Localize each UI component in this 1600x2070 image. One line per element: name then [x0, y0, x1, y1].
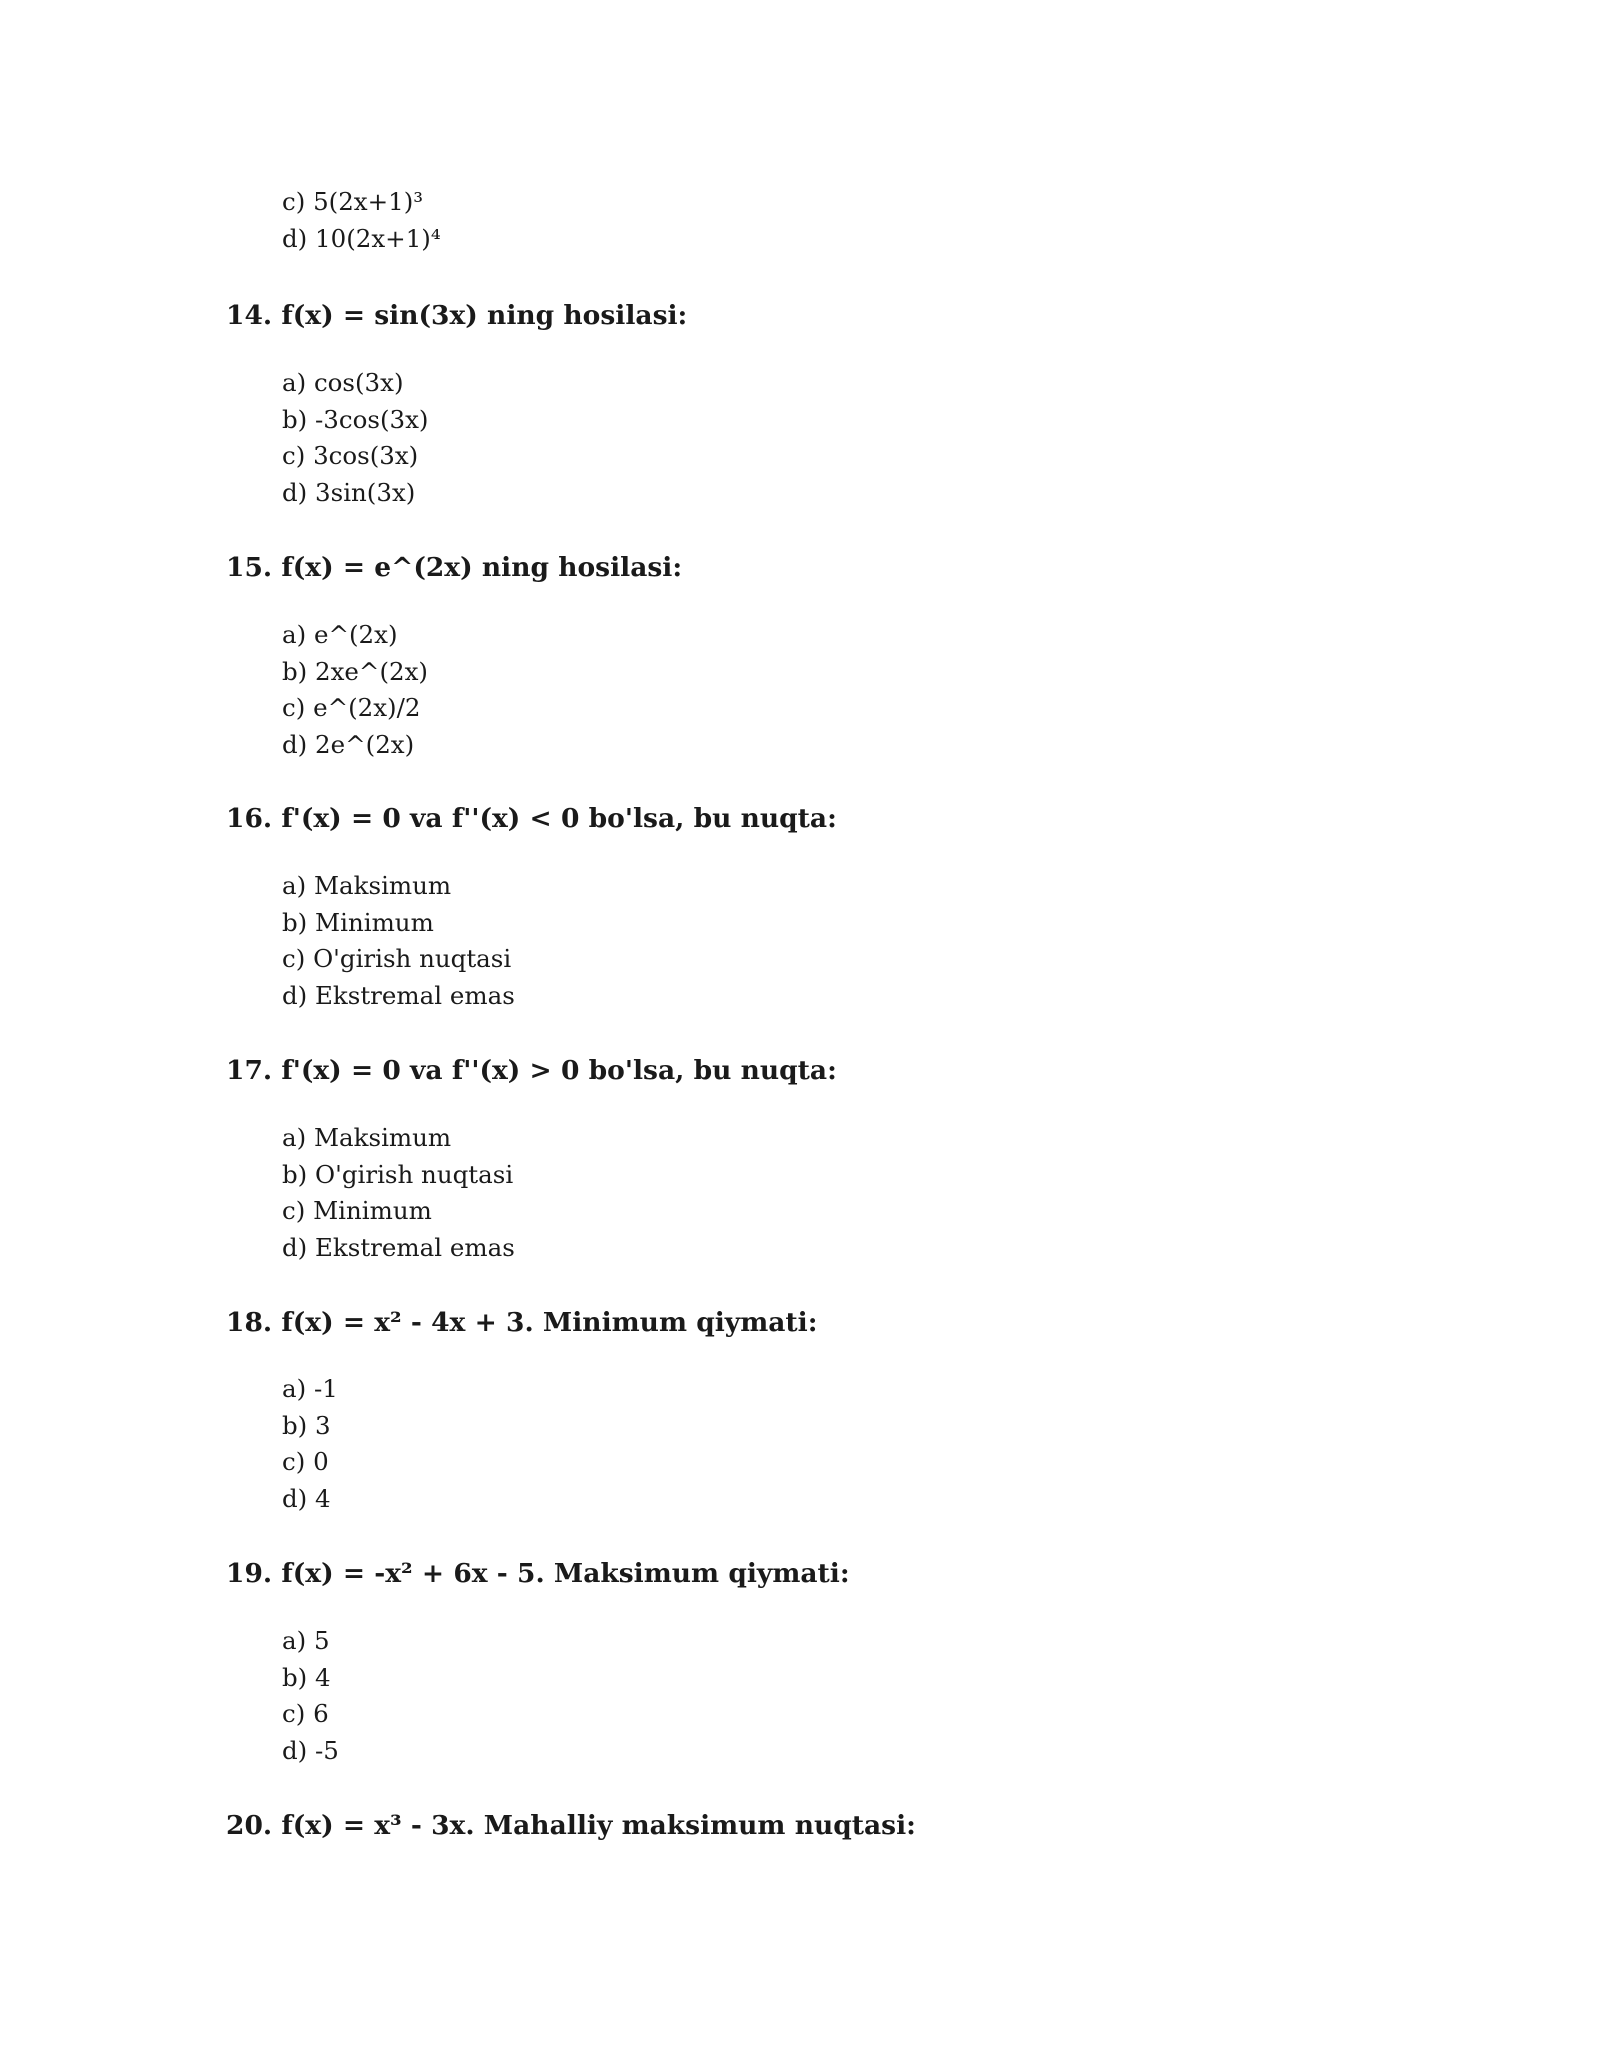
option-b: b) 4: [282, 1662, 331, 1692]
option-d: d) 4: [282, 1483, 331, 1513]
option-a: a) Maksimum: [282, 1123, 452, 1152]
option-c: c) 5(2x+1)³: [282, 187, 424, 216]
option-c: c) 0: [282, 1447, 329, 1476]
option-c: c) O'girish nuqtasi: [282, 944, 512, 973]
option-a: a) -1: [282, 1374, 338, 1403]
question-17: 17. f'(x) = 0 va f''(x) > 0 bo'lsa, bu nuqta:: [226, 1055, 837, 1086]
options-list: [282, 184, 441, 257]
option-b: b) Minimum: [282, 907, 434, 937]
options-list: [282, 617, 428, 763]
options-list: [282, 868, 515, 1014]
option-c: c) 6: [282, 1699, 329, 1728]
question-15: 15. f(x) = e^(2x) ning hosilasi:: [226, 552, 683, 583]
option-d: d) 10(2x+1)⁴: [282, 223, 441, 253]
option-d: d) 2e^(2x): [282, 729, 415, 759]
question-20: 20. f(x) = x³ - 3x. Mahalliy maksimum nuqtasi:: [226, 1810, 916, 1841]
option-d: d) Ekstremal emas: [282, 980, 515, 1010]
options-list: [282, 1371, 338, 1517]
options-list: [282, 1623, 339, 1769]
option-b: b) O'girish nuqtasi: [282, 1159, 514, 1189]
question-19: 19. f(x) = -x² + 6x - 5. Maksimum qiymati:: [226, 1558, 850, 1589]
option-d: d) 3sin(3x): [282, 477, 416, 507]
question-18: 18. f(x) = x² - 4x + 3. Minimum qiymati:: [226, 1307, 818, 1338]
options-list: [282, 365, 428, 511]
option-c: c) e^(2x)/2: [282, 693, 421, 722]
option-a: a) Maksimum: [282, 871, 452, 900]
option-c: c) 3cos(3x): [282, 441, 419, 470]
option-b: b) -3cos(3x): [282, 404, 429, 434]
question-14: 14. f(x) = sin(3x) ning hosilasi:: [226, 300, 688, 331]
option-b: b) 2xe^(2x): [282, 656, 428, 686]
options-list: [282, 1120, 515, 1266]
option-c: c) Minimum: [282, 1196, 432, 1225]
option-a: a) cos(3x): [282, 368, 404, 397]
option-d: d) Ekstremal emas: [282, 1232, 515, 1262]
option-a: a) 5: [282, 1626, 330, 1655]
question-16: 16. f'(x) = 0 va f''(x) < 0 bo'lsa, bu nuqta:: [226, 803, 837, 834]
option-d: d) -5: [282, 1735, 339, 1765]
option-a: a) e^(2x): [282, 620, 398, 649]
option-b: b) 3: [282, 1410, 331, 1440]
